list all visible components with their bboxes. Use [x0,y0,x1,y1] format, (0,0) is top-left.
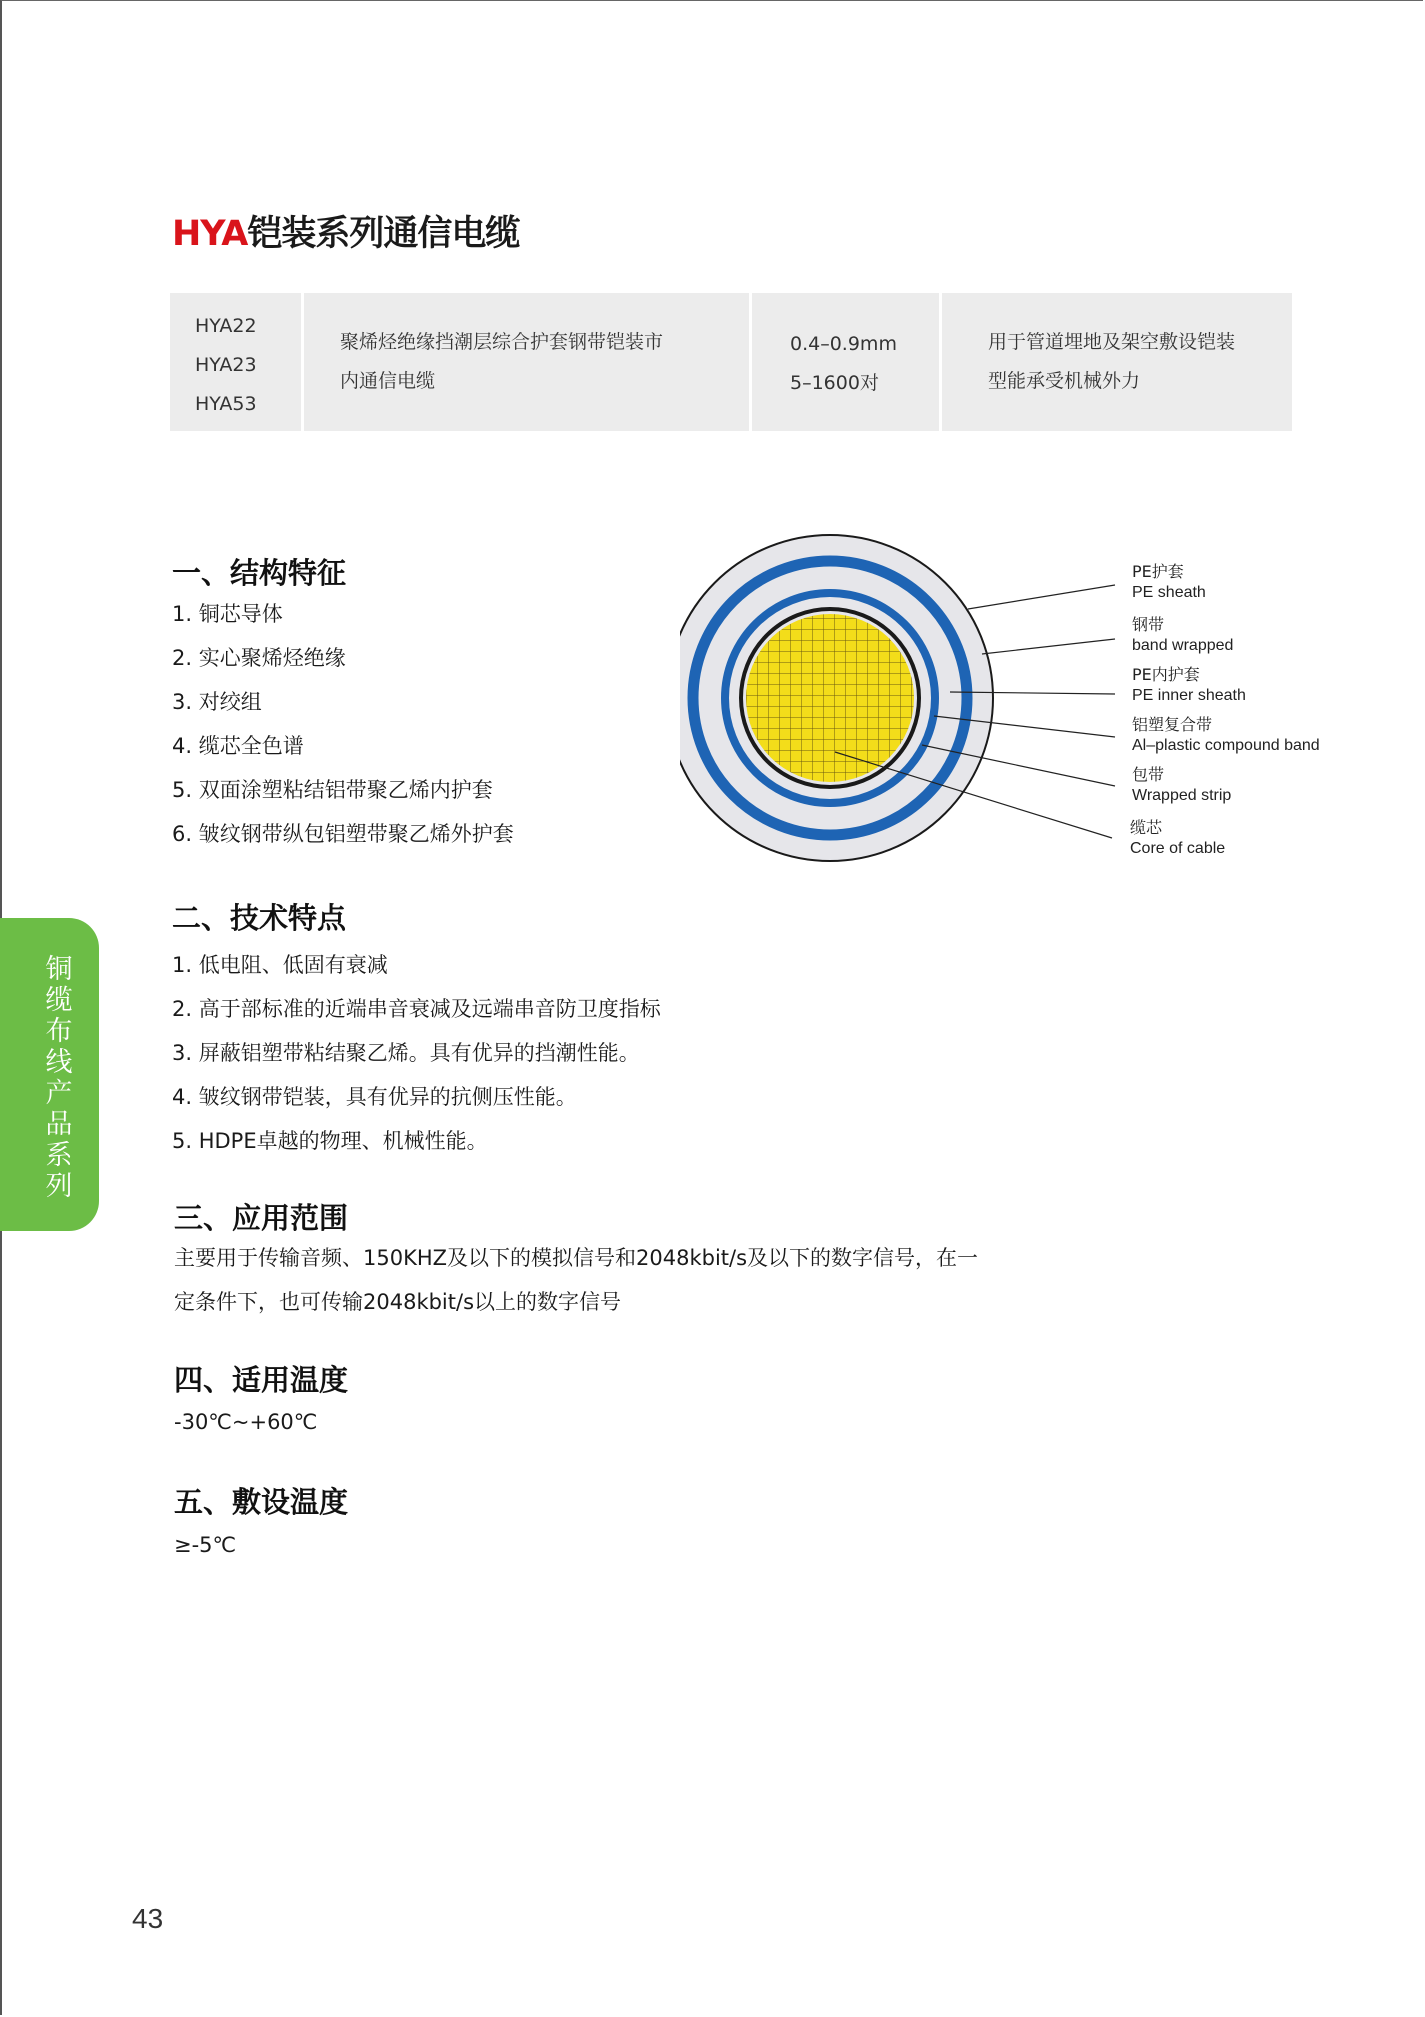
structure-heading: 一、结构特征 [172,556,347,590]
list-item: 3. 对绞组 [172,690,262,714]
spec-dimensions-cell [749,293,939,431]
spec-description-cell [301,293,749,431]
technical-heading: 二、技术特点 [172,901,347,935]
list-item: 5. 双面涂塑粘结铝带聚乙烯内护套 [172,778,493,802]
laying-temp-value: ≥-5℃ [174,1533,237,1557]
title-rest: 铠装系列通信电缆 [247,214,520,254]
list-item: 1. 低电阻、低固有衰减 [172,953,388,977]
list-item: 3. 屏蔽铝塑带粘结聚乙烯。具有优异的挡潮性能。 [172,1041,640,1065]
list-item: 6. 皱纹钢带纵包铝塑带聚乙烯外护套 [172,822,514,846]
side-tab-label: 铜缆布线产品系列 [45,954,73,1202]
application-paragraph [174,1236,978,1324]
page-title [172,206,519,256]
spec-description-line: 内通信电缆 [340,370,436,392]
laying-temp-heading: 五、敷设温度 [174,1485,349,1519]
title-brand: HYA [172,214,248,254]
callout-en: band wrapped [1132,637,1234,654]
callout-zh: PE护套 [1132,562,1184,581]
structure-list [172,592,514,856]
spec-model: HYA53 [195,393,257,415]
callout-en: Wrapped strip [1132,787,1232,804]
spec-models-cell [170,293,301,431]
application-heading: 三、应用范围 [174,1201,349,1235]
callout-zh: 铝塑复合带 [1132,715,1213,734]
list-item: 2. 高于部标准的近端串音衰减及远端串音防卫度指标 [172,997,661,1021]
side-category-tab [0,918,99,1231]
callout-en: PE inner sheath [1132,687,1246,704]
spec-description-line: 聚烯烃绝缘挡潮层综合护套钢带铠装市 [340,331,664,353]
technical-list [172,943,661,1163]
list-item: 4. 皱纹钢带铠装，具有优异的抗侧压性能。 [172,1085,577,1109]
list-item: 4. 缆芯全色谱 [172,734,304,758]
callout-zh: 包带 [1132,765,1165,784]
application-line: 主要用于传输音频、150KHZ及以下的模拟信号和2048kbit/s及以下的数字信号，在一 [174,1246,979,1270]
list-item: 5. HDPE卓越的物理、机械性能。 [172,1129,488,1153]
callout-zh: 缆芯 [1130,818,1163,837]
spec-table [170,293,1292,431]
list-item: 2. 实心聚烯烃绝缘 [172,646,346,670]
cable-cross-section-diagram [680,530,1340,870]
list-item: 1. 铜芯导体 [172,602,283,626]
spec-application-cell [939,293,1292,431]
spec-dimension-line: 5–1600对 [790,372,879,394]
callout-en: Al–plastic compound band [1132,737,1320,754]
spec-application-line: 用于管道埋地及架空敷设铠装 [988,331,1236,353]
callout-zh: PE内护套 [1132,665,1200,684]
callout-en: Core of cable [1130,840,1226,857]
spec-model: HYA22 [195,315,257,337]
operating-temp-value: -30℃~+60℃ [174,1410,318,1434]
callout-zh: 钢带 [1132,615,1165,634]
operating-temp-heading: 四、适用温度 [174,1363,349,1397]
spec-model: HYA23 [195,354,257,376]
spec-application-line: 型能承受机械外力 [988,370,1141,392]
page-number: 43 [132,1903,164,1934]
application-line: 定条件下，也可传输2048kbit/s以上的数字信号 [174,1290,622,1314]
callout-en: PE sheath [1132,584,1206,601]
spec-dimension-line: 0.4–0.9mm [790,333,897,355]
